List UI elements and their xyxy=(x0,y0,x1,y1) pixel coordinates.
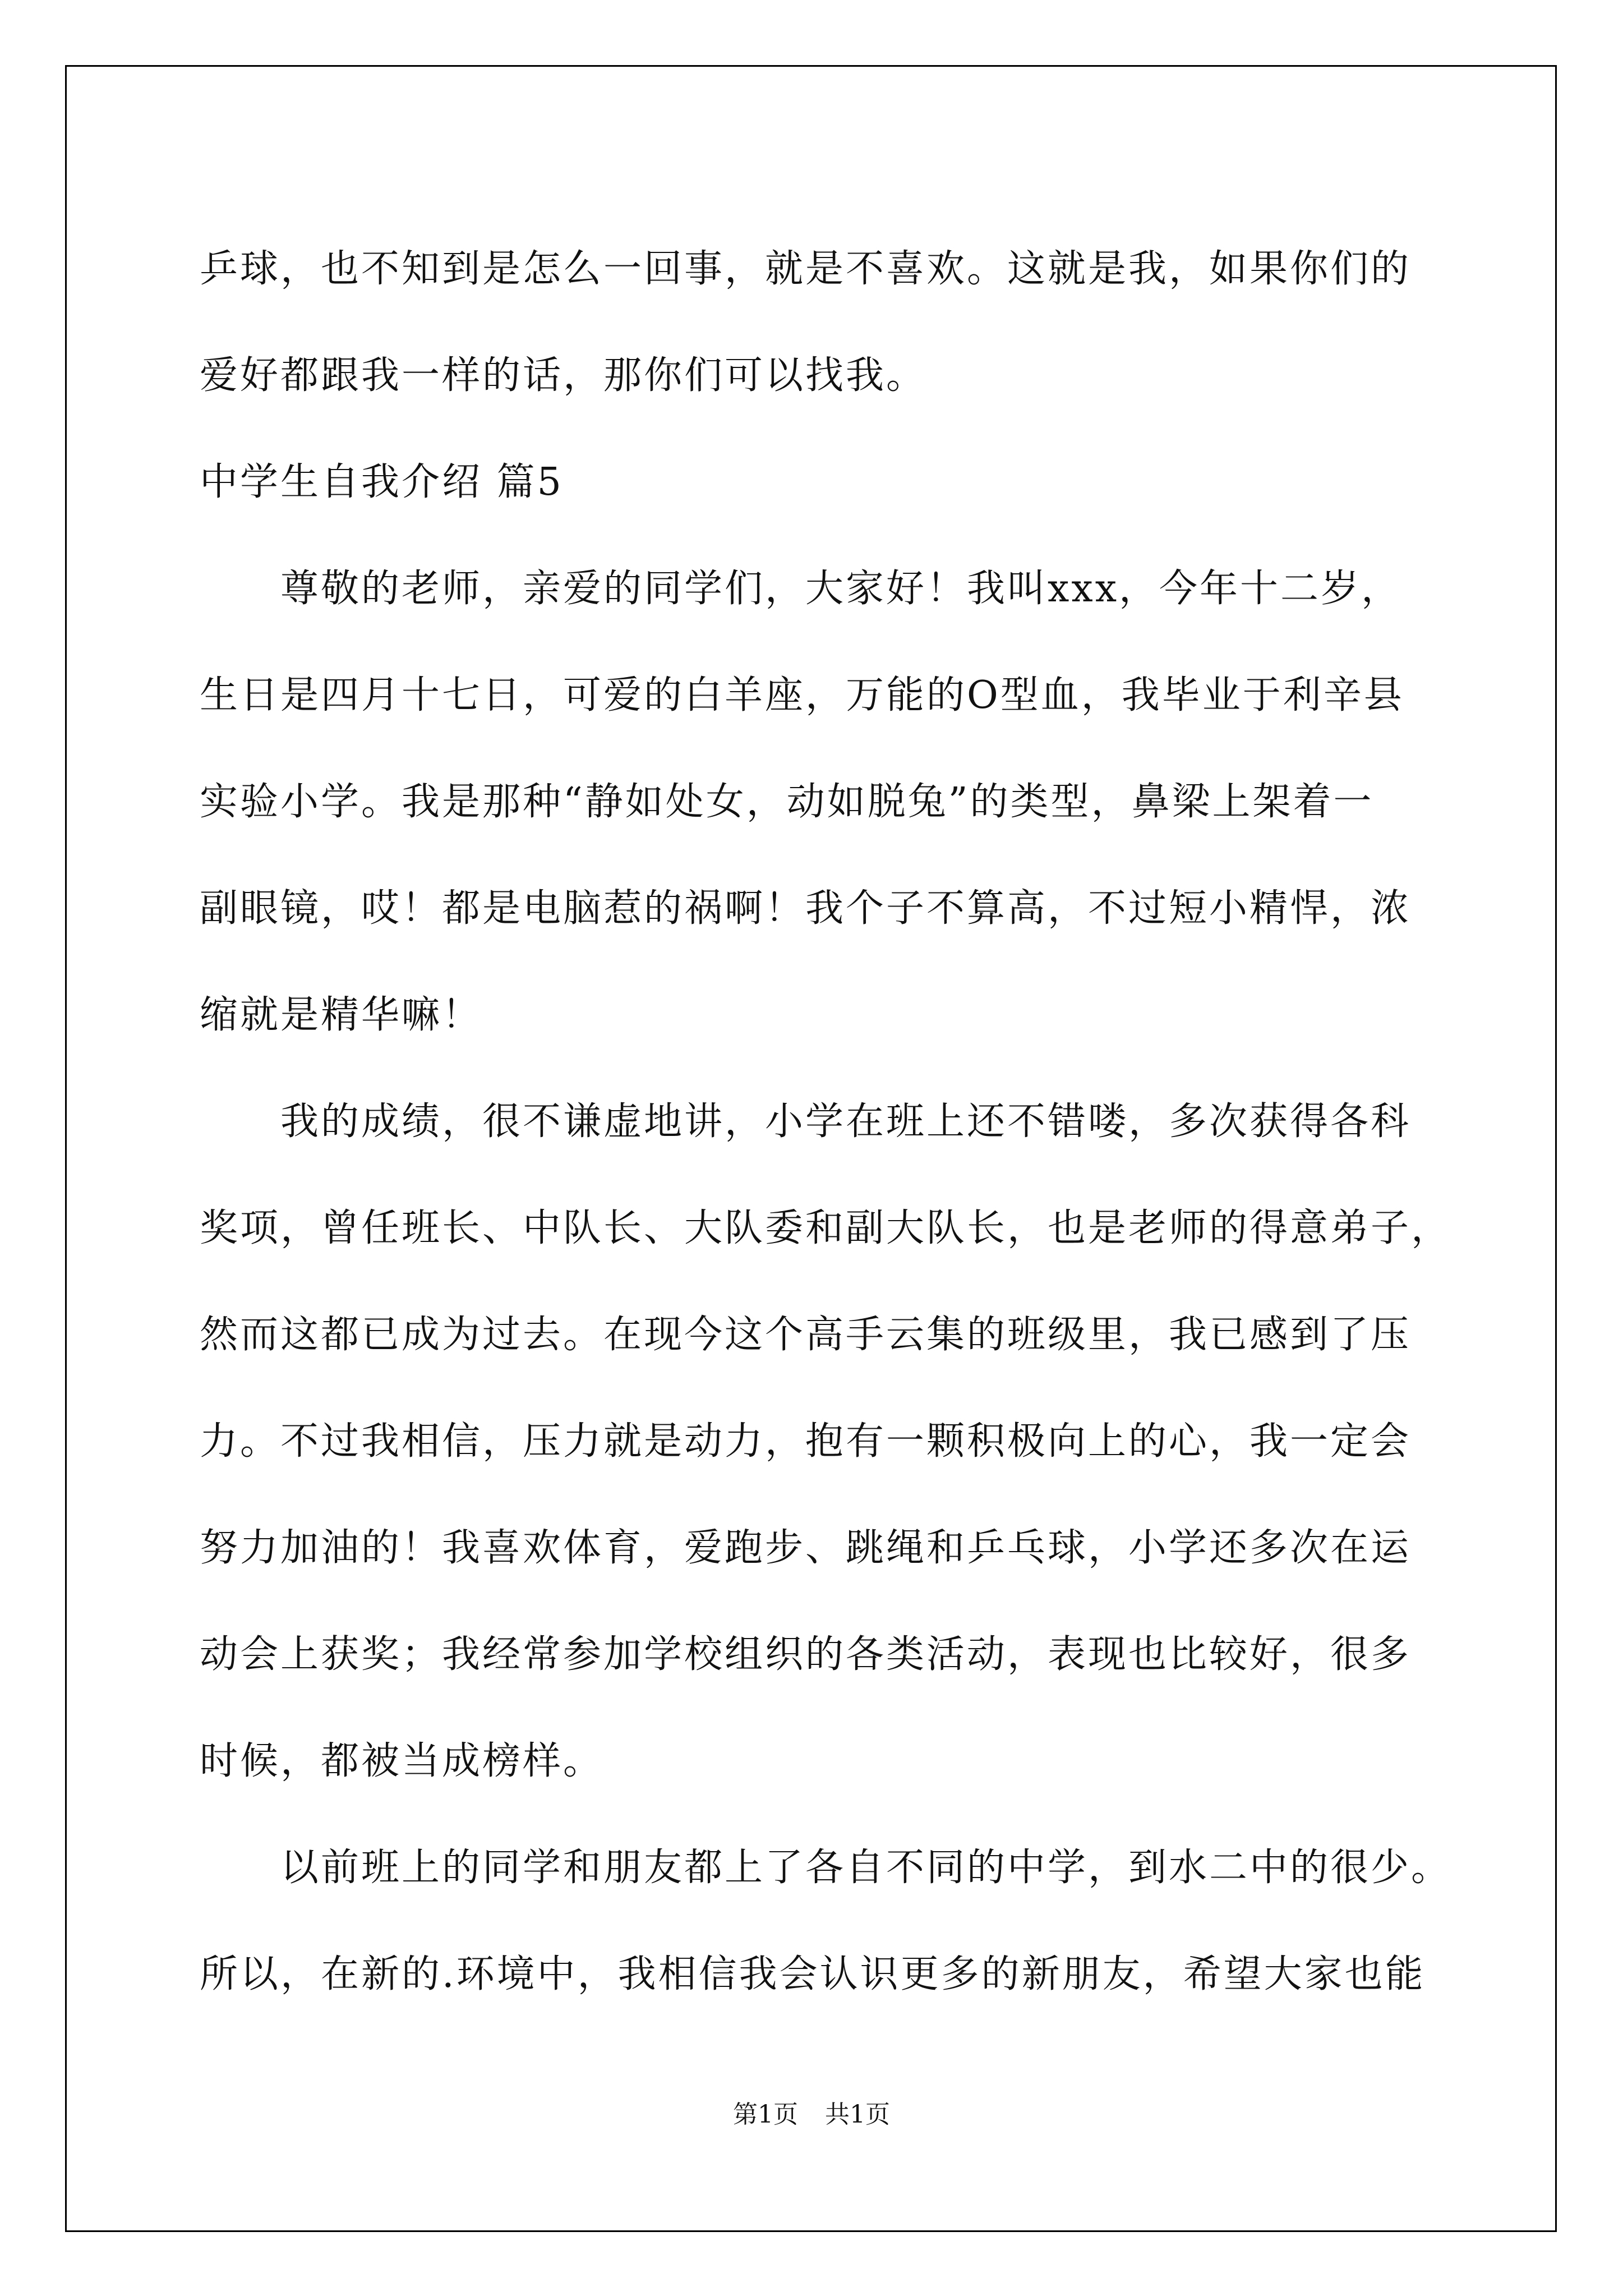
text-line: 努力加油的！我喜欢体育，爱跑步、跳绳和乒乓球，小学还多次在运 xyxy=(200,1526,1412,1570)
text-line: 爱好都跟我一样的话，那你们可以找我。 xyxy=(200,353,927,398)
text-line: 所以，在新的.环境中，我相信我会认识更多的新朋友，希望大家也能 xyxy=(200,1952,1426,1996)
text-line: 奖项，曾任班长、中队长、大队委和副大队长，也是老师的得意弟子， xyxy=(200,1206,1452,1250)
text-line: 副眼镜，哎！都是电脑惹的祸啊！我个子不算高，不过短小精悍，浓 xyxy=(200,886,1412,931)
page-footer xyxy=(0,2094,1623,2130)
text-line: 力。不过我相信，压力就是动力，抱有一颗积极向上的心，我一定会 xyxy=(200,1419,1412,1464)
document-body xyxy=(200,216,1452,2028)
text-line: 时候，都被当成榜样。 xyxy=(200,1739,604,1783)
page-number: 第1页 xyxy=(733,2100,798,2129)
text-line: 动会上获奖；我经常参加学校组织的各类活动，表现也比较好，很多 xyxy=(200,1632,1412,1677)
text-line: 尊敬的老师，亲爱的同学们，大家好！我叫xxx，今年十二岁， xyxy=(200,567,1402,611)
text-line: 乒球，也不知到是怎么一回事，就是不喜欢。这就是我，如果你们的 xyxy=(200,247,1412,291)
text-line: 以前班上的同学和朋友都上了各自不同的中学，到水二中的很少。 xyxy=(200,1846,1452,1890)
text-line: 实验小学。我是那种“静如处女，动如脱兔”的类型，鼻梁上架着一 xyxy=(200,780,1374,824)
page-total: 共1页 xyxy=(825,2100,890,2129)
text-line: 生日是四月十七日，可爱的白羊座，万能的O型血，我毕业于利辛县 xyxy=(200,673,1404,717)
text-line: 然而这都已成为过去。在现今这个高手云集的班级里，我已感到了压 xyxy=(200,1313,1412,1357)
text-line: 缩就是精华嘛！ xyxy=(200,993,483,1037)
text-line: 我的成绩，很不谦虚地讲，小学在班上还不错喽，多次获得各科 xyxy=(200,1099,1412,1144)
section-heading: 中学生自我介绍 篇5 xyxy=(200,460,564,504)
